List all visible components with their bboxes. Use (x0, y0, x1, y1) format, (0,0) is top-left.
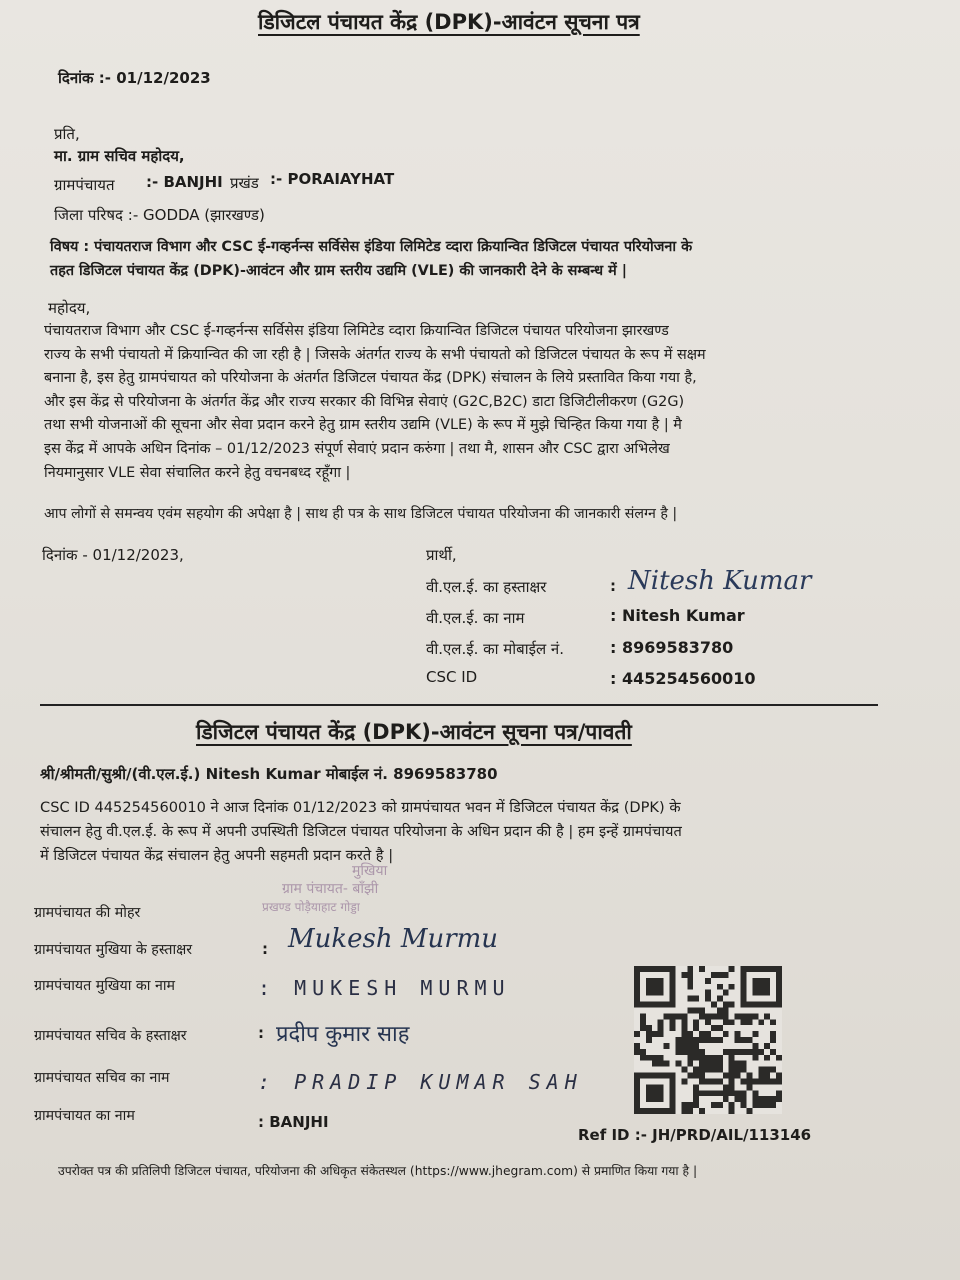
sachiv-signature-colon: : (258, 1024, 264, 1042)
receipt-body-line: संचालन हेतु वी.एल.ई. के रूप में अपनी उपस्थिती डिजिटल पंचायत परियोजना के अधिन प्रदान की है | हम इन्हें ग्रामपंचायत (40, 823, 682, 840)
vle-name-value: : Nitesh Kumar (610, 606, 745, 625)
vle-mobile-value: : 8969583780 (610, 638, 734, 657)
block-label: प्रखंड (230, 174, 259, 192)
vle-signature-label: वी.एल.ई. का हस्ताक्षर (426, 578, 547, 596)
closing-line: आप लोगों से समन्वय एवंम सहयोग की अपेक्षा है | साथ ही पत्र के साथ डिजिटल पंचायत परियोजना की जानकारी संलग्न है | (44, 506, 678, 522)
receipt-body-line: में डिजिटल पंचायत केंद्र संचालन हेतु अपनी सहमती प्रदान करते है | (40, 847, 394, 864)
sachiv-name-label: ग्रामपंचायत सचिव का नाम (34, 1070, 170, 1086)
letter-title: डिजिटल पंचायत केंद्र (DPK)-आवंटन सूचना पत्र (258, 10, 640, 34)
ref-id: Ref ID :- JH/PRD/AIL/113146 (578, 1126, 812, 1144)
subject-line: तहत डिजिटल पंचायत केंद्र (DPK)-आवंटन और ग्राम स्तरीय उद्यमि (VLE) की जानकारी देने के सम्बन्ध में | (50, 262, 628, 279)
stamp-line: प्रखण्ड पोड़ैयाहाट गोड्डा (262, 900, 360, 914)
body-line: तथा सभी योजनाओं की सूचना और सेवा प्रदान करने हेतु ग्राम स्तरीय उद्यमि (VLE) के रूप में मुझे चिन्हित किया गया है | मै (44, 417, 682, 434)
panchayat-stamp (262, 862, 387, 916)
receipt-body-line: CSC ID 445254560010 ने आज दिनांक 01/12/2023 को ग्रामपंचायत भवन में डिजिटल पंचायत केंद्र (DPK) के (40, 799, 681, 816)
mukhiya-name-label: ग्रामपंचायत मुखिया का नाम (34, 978, 176, 994)
gram-label: ग्रामपंचायत (54, 176, 115, 194)
addressee: मा. ग्राम सचिव महोदय, (54, 147, 185, 165)
mukhiya-signature-colon: : (262, 940, 268, 958)
letter-body (44, 320, 706, 485)
body-line: बनाना है, इस हेतु ग्रामपंचायत को परियोजना के अंतर्गत डिजिटल पंचायत केंद्र (DPK) संचालन के लिये प्रस्तावित किया गया है, (44, 370, 697, 387)
letter-date: दिनांक :- 01/12/2023 (58, 69, 211, 87)
vle-signature-colon: : (610, 577, 616, 595)
receipt-vle-line: श्री/श्रीमती/सुश्री/(वी.एल.ई.) Nitesh Kumar मोबाईल नं. 8969583780 (40, 765, 498, 783)
body-line: पंचायतराज विभाग और CSC ई-गव्हर्नन्स सर्विसेस इंडिया लिमिटेड व्दारा क्रियान्वित डिजिटल पंचायत परियोजना झारखण्ड (44, 323, 669, 339)
district-line: जिला परिषद :- GODDA (झारखण्ड) (54, 206, 265, 224)
vle-name-label: वी.एल.ई. का नाम (426, 609, 525, 627)
panchayat-name-label: ग्रामपंचायत का नाम (34, 1108, 135, 1124)
body-line: इस केंद्र में आपके अधिन दिनांक – 01/12/2023 संपूर्ण सेवाएं प्रदान करुंगा | तथा मै, शासन और CSC द्वारा अभिलेख (44, 440, 670, 457)
section-divider (40, 704, 878, 706)
gram-value: :- BANJHI (146, 173, 223, 191)
mukhiya-signature-label: ग्रामपंचायत मुखिया के हस्ताक्षर (34, 942, 193, 958)
receipt-title: डिजिटल पंचायत केंद्र (DPK)-आवंटन सूचना पत्र/पावती (196, 720, 632, 744)
body-line: और इस केंद्र से परियोजना के अंतर्गत केंद्र और राज्य सरकार की विभिन्न सेवाएं (G2C,B2C) डाटा डिजिटीलीकरण (G2G) (44, 393, 685, 410)
stamp-line: ग्राम पंचायत- बाँझी (282, 881, 379, 897)
qr-code (634, 966, 782, 1118)
sachiv-signature: प्रदीप कुमार साह (276, 1022, 410, 1047)
vle-mobile-label: वी.एल.ई. का मोबाईल नं. (426, 640, 565, 658)
mukhiya-name-value: : MUKESH MURMU (258, 976, 511, 1000)
subject-line: विषय : पंचायतराज विभाग और CSC ई-गव्हर्नन्स सर्विसेस इंडिया लिमिटेड व्दारा क्रियान्वित डिजिटल पंचायत परियोजना के (50, 239, 693, 255)
csc-id-value: : 445254560010 (610, 669, 756, 688)
body-line: नियमानुसार VLE सेवा संचालित करने हेतु वचनबध्द रहूँगा | (44, 464, 351, 481)
panchayat-name-value: : BANJHI (258, 1113, 329, 1131)
stamp-label: ग्रामपंचायत की मोहर (34, 905, 141, 921)
sachiv-signature-label: ग्रामपंचायत सचिव के हस्ताक्षर (34, 1028, 187, 1044)
prarthi-text: प्रार्थी, (426, 546, 457, 564)
sign-date: दिनांक - 01/12/2023, (42, 546, 184, 564)
stamp-line: मुखिया (352, 863, 388, 879)
salutation: महोदय, (48, 299, 91, 317)
prati-text: प्रति, (54, 125, 80, 143)
body-line: राज्य के सभी पंचायतो में क्रियान्वित की जा रही है | जिसके अंतर्गत राज्य के सभी पंचायतो को डिजिटल पंचायत के रूप में सक्षम (44, 346, 706, 363)
csc-id-label: CSC ID (426, 668, 478, 686)
vle-signature: Nitesh Kumar (628, 566, 812, 596)
sachiv-name-value: : PRADIP KUMAR SAH (258, 1070, 583, 1094)
mukhiya-signature: Mukesh Murmu (288, 924, 499, 954)
subject-block (50, 236, 692, 283)
footer-note: उपरोक्त पत्र की प्रतिलिपी डिजिटल पंचायत, परियोजना की अधिकृत संकेतस्थल (https://www.jhegram.com) से प्रमाणित किया गया है | (58, 1164, 698, 1178)
receipt-body (40, 796, 682, 868)
block-value: :- PORAIAYHAT (270, 170, 395, 188)
